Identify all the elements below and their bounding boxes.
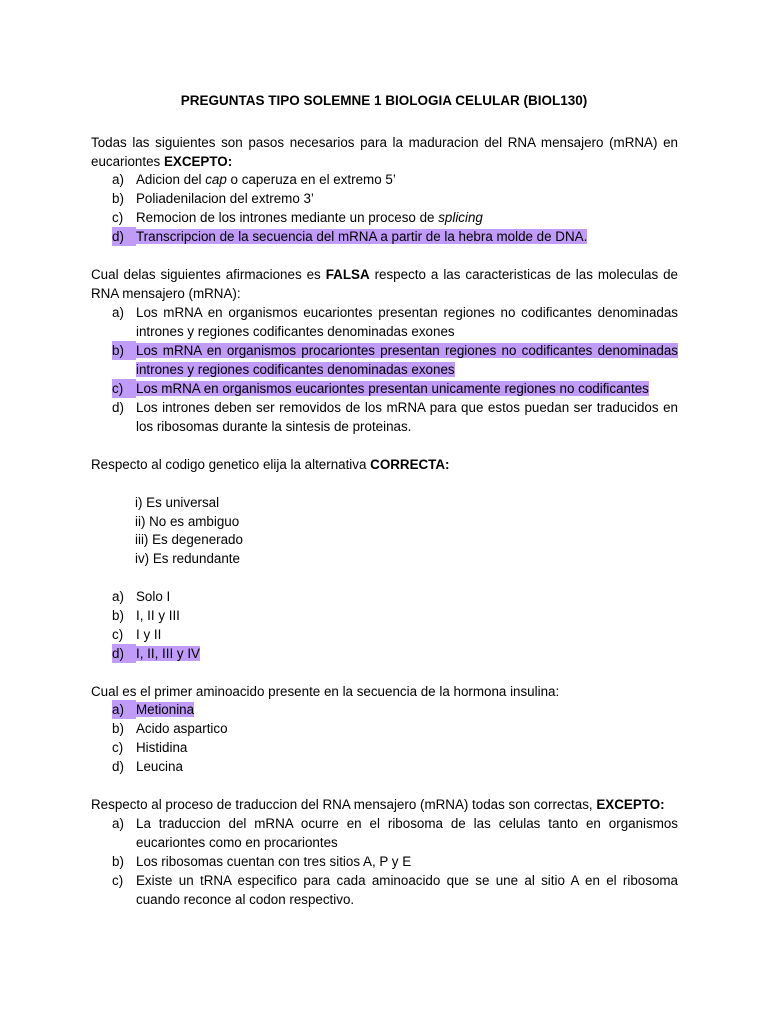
question-1-stem: Todas las siguientes son pasos necesarios para la maduracion del RNA mensajero (mRNA) en eucariontes EXCEPTO:: [91, 135, 678, 169]
question-2-stem: Cual delas siguientes afirmaciones es FALSA respecto a las caracteristicas de las moleculas de RNA mensajero (mRNA):: [91, 267, 678, 301]
question-2-option-c: c) Los mRNA en organismos eucariontes presentan unicamente regiones no codificantes: [112, 381, 649, 396]
question-3-option-c: c) I y II: [112, 627, 162, 642]
question-3-stem: Respecto al codigo genetico elija la alternativa CORRECTA:: [91, 457, 450, 472]
question-4-option-b: b) Acido aspartico: [112, 721, 228, 736]
question-1-option-b: b) Poliadenilacion del extremo 3’: [112, 191, 314, 206]
question-2-option-a: a) Los mRNA en organismos eucariontes presentan regiones no codificantes denominadas intrones y regiones codificantes denominadas exones: [112, 305, 678, 339]
question-1-option-c: c) Remocion de los intrones mediante un proceso de splicing: [112, 210, 483, 225]
question-3-option-d: d) I, II, III y IV: [112, 646, 200, 661]
question-4-option-c: c) Histidina: [112, 740, 188, 755]
question-3-statement-1: i) Es universal: [135, 495, 220, 510]
question-5-option-a: a) La traduccion del mRNA ocurre en el ribosoma de las celulas tanto en organismos eucariontes como en procariontes: [112, 816, 678, 850]
question-2-option-b: b) Los mRNA en organismos procariontes presentan regiones no codificantes denominadas intrones y regiones codificantes denominadas exones: [112, 343, 678, 377]
question-3-option-b: b) I, II y III: [112, 608, 180, 623]
question-3-statement-3: iii) Es degenerado: [135, 532, 243, 547]
question-4-stem: Cual es el primer aminoacido presente en la secuencia de la hormona insulina:: [91, 684, 560, 699]
question-2-option-d: d) Los intrones deben ser removidos de los mRNA para que estos puedan ser traducidos en los ribosomas durante la sintesis de proteinas.: [112, 400, 678, 434]
question-4-option-d: d) Leucina: [112, 759, 183, 774]
question-1-option-d: d) Transcripcion de la secuencia del mRNA a partir de la hebra molde de DNA.: [112, 229, 588, 244]
question-4-option-a: a) Metionina: [112, 702, 195, 717]
question-3-statement-4: iv) Es redundante: [135, 551, 240, 566]
page-title: PREGUNTAS TIPO SOLEMNE 1 BIOLOGIA CELULAR (BIOL130): [180, 93, 588, 108]
question-3-option-a: a) Solo I: [112, 589, 171, 604]
question-5-option-b: b) Los ribosomas cuentan con tres sitios A, P y E: [112, 854, 412, 869]
question-5-stem: Respecto al proceso de traduccion del RNA mensajero (mRNA) todas son correctas, EXCEPTO:: [91, 797, 665, 812]
question-5-option-c: c) Existe un tRNA especifico para cada aminoacido que se une al sitio A en el ribosoma cuando reconce al codon respectivo.: [112, 873, 678, 907]
question-3-statement-2: ii) No es ambiguo: [135, 514, 240, 529]
question-1-option-a: a) Adicion del cap o caperuza en el extremo 5’: [112, 172, 396, 187]
